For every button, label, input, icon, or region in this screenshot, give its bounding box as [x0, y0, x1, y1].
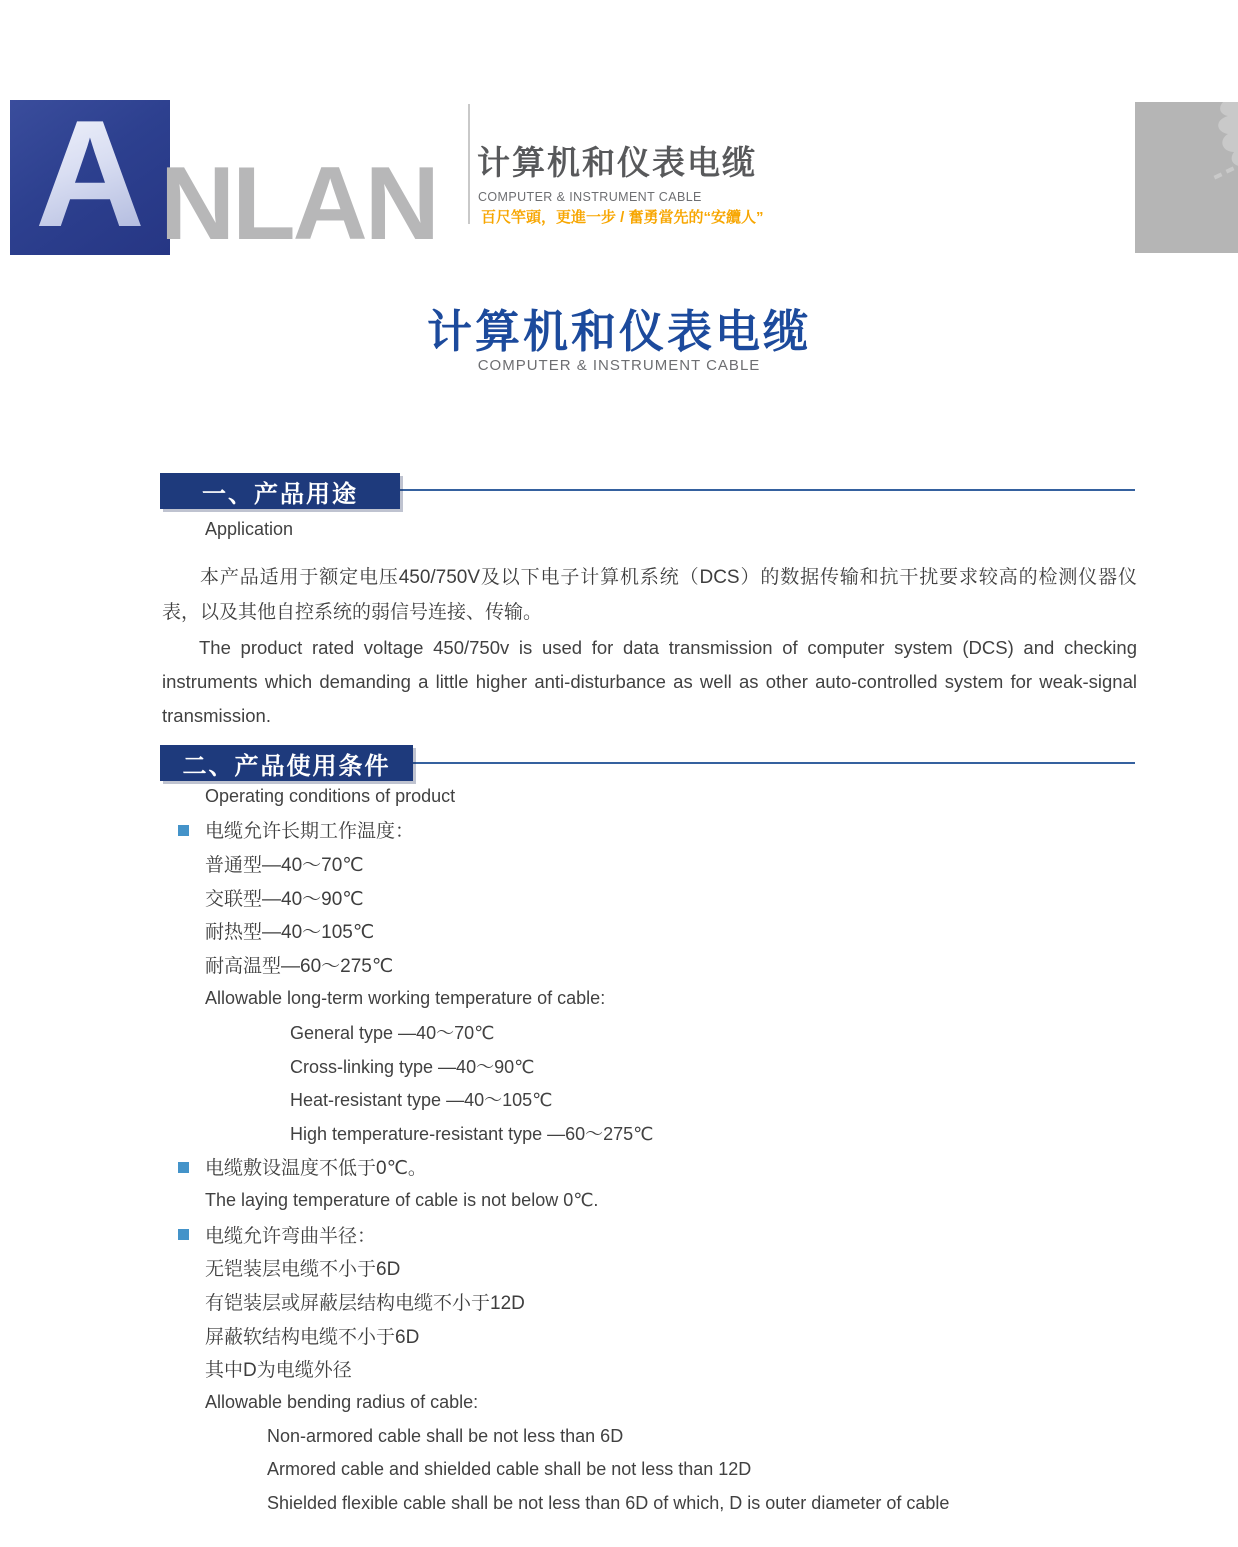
application-paragraph-zh: 本产品适用于额定电压450/750V及以下电子计算机系统（DCS）的数据传输和抗干扰要求较高的检测仪器仪表，以及其他自控系统的弱信号连接、传输。 — [162, 567, 1137, 623]
bullet-square-icon — [178, 825, 189, 836]
condition-line — [160, 1318, 1140, 1352]
condition-text: Non-armored cable shall be not less than 6D — [267, 1425, 624, 1446]
section1-heading-en: Application — [205, 519, 294, 539]
section1-heading: 一、产品用途 — [160, 473, 400, 509]
condition-line — [160, 1487, 1140, 1521]
header-product-title-zh: 计算机和仪表电缆 — [477, 144, 757, 181]
condition-text: Shielded flexible cable shall be not less than 6D of which, D is outer diameter of cable — [267, 1493, 950, 1514]
condition-text: 有铠装层或屏蔽层结构电缆不小于12D — [205, 1292, 525, 1314]
logo-letter-a: A — [35, 88, 145, 259]
condition-text: The laying temperature of cable is not below 0℃. — [205, 1189, 599, 1210]
condition-line — [160, 1251, 1140, 1285]
bullet-square-icon — [178, 1162, 189, 1173]
logo-wordmark: NLAN — [160, 146, 437, 262]
condition-line — [160, 1150, 1140, 1184]
header-product-title-en: COMPUTER & INSTRUMENT CABLE — [478, 190, 702, 204]
anlan-logo — [10, 88, 170, 259]
condition-line — [160, 880, 1140, 914]
condition-line — [160, 847, 1140, 881]
condition-line — [160, 948, 1140, 982]
condition-text: Allowable bending radius of cable: — [205, 1392, 479, 1413]
leaf-photo-icon — [1176, 102, 1238, 216]
section2-rule — [411, 762, 1135, 764]
condition-text: 耐热型—40～105℃ — [205, 922, 375, 944]
condition-text: 无铠装层电缆不小于6D — [205, 1259, 401, 1281]
condition-line — [160, 1386, 1140, 1420]
condition-text: 普通型—40～70℃ — [205, 855, 364, 877]
condition-text: 交联型—40～90℃ — [205, 888, 364, 910]
condition-text: Heat-resistant type —40～105℃ — [290, 1090, 553, 1111]
condition-text: General type —40～70℃ — [290, 1022, 495, 1043]
condition-text: Allowable long-term working temperature of cable: — [205, 987, 606, 1008]
condition-text: 电缆允许弯曲半径： — [205, 1225, 377, 1247]
header-divider — [468, 104, 470, 224]
condition-line — [160, 914, 1140, 948]
condition-text: 电缆允许长期工作温度： — [205, 821, 415, 843]
page-title-en: COMPUTER & INSTRUMENT CABLE — [477, 357, 761, 374]
condition-text: 耐高温型—60～275℃ — [205, 956, 394, 978]
condition-line — [160, 1419, 1140, 1453]
condition-line — [160, 813, 1140, 847]
condition-line — [160, 1352, 1140, 1386]
condition-line — [160, 1285, 1140, 1319]
condition-line — [160, 1184, 1140, 1218]
condition-line — [160, 1049, 1140, 1083]
condition-text: 其中D为电缆外径 — [205, 1360, 352, 1382]
condition-line — [160, 1453, 1140, 1487]
condition-text: Armored cable and shielded cable shall be not less than 12D — [267, 1459, 752, 1480]
conditions-list — [160, 813, 1140, 1520]
condition-text: 屏蔽软结构电缆不小于6D — [205, 1326, 420, 1348]
application-paragraph-en: The product rated voltage 450/750v is used for data transmission of computer system (DCS) and checking instruments which demanding a little higher anti-disturbance as well as other auto-controlled system for weak-signal transmission. — [162, 637, 1137, 726]
condition-text: 电缆敷设温度不低于0℃。 — [205, 1158, 427, 1180]
condition-line — [160, 1116, 1140, 1150]
section2-heading-en: Operating conditions of product — [205, 786, 456, 806]
condition-line — [160, 1083, 1140, 1117]
condition-line — [160, 981, 1140, 1015]
header-photo-placeholder — [1135, 102, 1238, 253]
condition-text: High temperature-resistant type —60～275℃ — [290, 1124, 654, 1145]
condition-line — [160, 1015, 1140, 1049]
condition-line — [160, 1217, 1140, 1251]
bullet-square-icon — [178, 1229, 189, 1240]
section2-heading: 二、产品使用条件 — [160, 745, 413, 781]
condition-text: Cross-linking type —40～90℃ — [290, 1056, 535, 1077]
page-title-zh: 计算机和仪表电缆 — [426, 306, 811, 357]
header-tagline: 百尺竿頭，更進一步 / 奮勇當先的“安纜人” — [481, 209, 764, 226]
section1-rule — [398, 489, 1135, 491]
